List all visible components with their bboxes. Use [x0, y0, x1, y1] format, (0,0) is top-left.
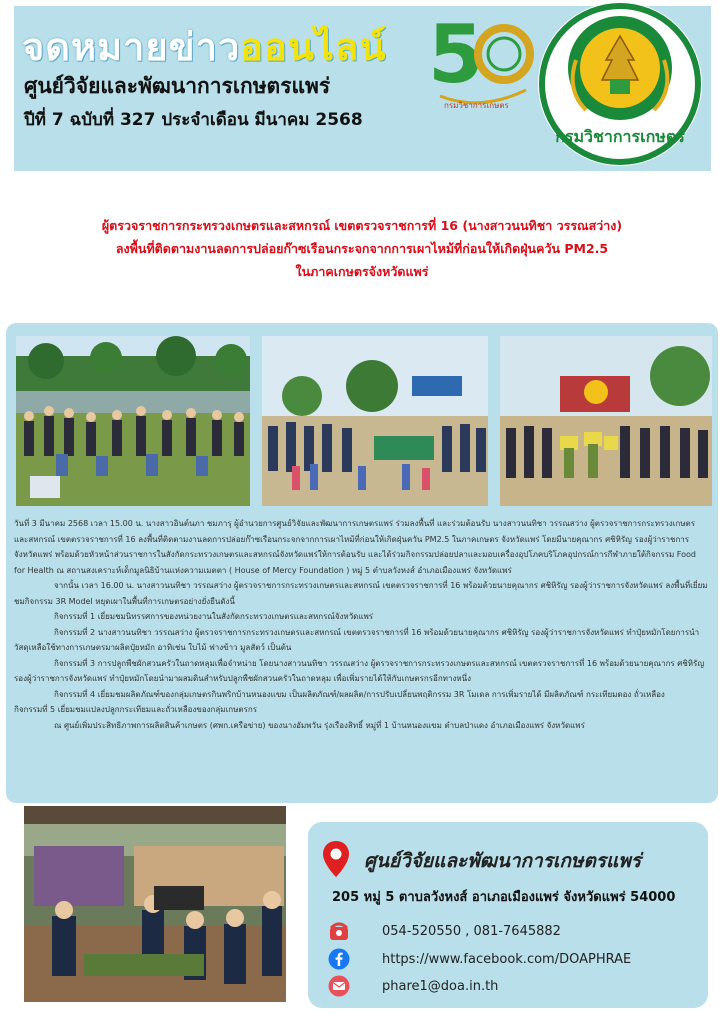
activity-4: กิจกรรมที่ 4 เยี่ยมชมผลิตภัณฑ์ของกลุ่มเกษตรกินพริกบ้านหนองแขม เป็นผลิตภัณฑ์/ผลผลิต/การปรับเปลี่ยนพฤติกรรม 3R โมเดล การเพิ่มรายได้ มีผลิตภัณฑ์ กระเทียมดอง ถั่วเหลือง — [54, 689, 665, 699]
emblem-caption: กรมวิชาการเกษตร — [555, 127, 685, 146]
contact-facebook-row — [328, 948, 631, 970]
contact-phone-row — [328, 920, 561, 942]
headline-line-2: ลงพื้นที่ติดตามงานลดการปล่อยก๊าซเรือนกระจกจากการเผาไหม้ที่ก่อนให้เกิดฝุ่นควัน PM2.5 — [115, 241, 609, 256]
photo-compost-activity — [24, 806, 286, 1002]
contact-card — [308, 822, 708, 1008]
photo-group-with-signs — [500, 336, 712, 506]
headline-line-1: ผู้ตรวจราชการกระทรวงเกษตรและสหกรณ์ เขตตรวจราชการที่ 16 (นางสาวนนทิชา วรรณสว่าง) — [101, 218, 623, 233]
venue: ณ ศูนย์เพิ่มประสิทธิภาพการผลิตสินค้าเกษตร (ศพก.เครือข่าย) ของนางอัมพวัน รุ่งเรืองสิทธิ์ หมู่ที่ 1 บ้านหนองแขม ตำบลป่าแดง อำเภอเมืองแพร่ จังหวัดแพร่ — [54, 720, 585, 730]
photo-group-by-pond — [16, 336, 250, 506]
contact-address: 205 หมู่ 5 ตาบลวังหงส์ อาเภอเมืองแพร่ จังหวัดแพร่ 54000 — [332, 890, 676, 905]
email-icon — [328, 975, 350, 997]
paragraph-2: จากนั้น เวลา 16.00 น. นางสาวนนทิชา วรรณสว่าง ผู้ตรวจราชการกระทรวงเกษตรและสหกรณ์ เขตตรวจราชการที่ 16 พร้อมด้วยนายคุณากร ศชิหิรัญ รองผู้ว่าราชการจังหวัดแพร่ ลงพื้นที่เยี่ยมชมกิจกรรม 3R Model หยุดเผาในพื้นที่การเกษตรอย่างยั่งยืนดังนี้ — [14, 581, 708, 606]
activity-5: กิจกรรมที่ 5 เยี่ยมชมแปลงปลูกกระเทียมและถั่วเหลืองของกลุ่มเกษตรกร — [14, 705, 258, 714]
headline-line-3: ในภาคเกษตรจังหวัดแพร่ — [295, 264, 429, 279]
title-part-online: ออนไลน์ — [240, 25, 387, 69]
logo50-caption: กรมวิชาการเกษตร — [444, 101, 509, 110]
anniversary-50-logo — [426, 4, 536, 114]
paragraph-1: วันที่ 3 มีนาคม 2568 เวลา 15.00 น. นางสาวอินต์นภา ชมภารุ ผู้อำนวยการศูนย์วิจัยและพัฒนาการเกษตรแพร่ ร่วมลงพื้นที่ และร่วมต้อนรับ นางสาวนนทิชา วรรณสว่าง ผู้ตรวจราชการกระทรวงเกษตรและสหกรณ์ เขตตรวจราชการที่ 16 ลงพื้นที่ติดตามงานลดการปล่อยก๊าซเรือนกระจกจากการเผาไหม้ที่ก่อนให้เกิดฝุ่นควัน PM2.5 ในภาคเกษตร จังหวัดแพร่ โดยมีนายคุณากร ศชิหิรัญ รองผู้ว่าราชการจังหวัดแพร่ พร้อมด้วยหัวหน้าส่วนราชการในสังกัดกระทรวงเกษตรและสหกรณ์จังหวัดแพร่ให้การต้อนรับ และได้ร่วมกิจกรรมปล่อยปลาและมอบเครื่องอุปโภคบริโภคอุปกรณ์การกีฬาภายใต้กิจกรรม Food for Health ณ สถานสงเคราะห์เด็กมูลนิธิบ้านแห่งความเมตตา ( House of Mercy Foundation ) หมู่ 5 ตำบลวังหงส์ อำเภอเมืองแพร่ จังหวัดแพร่ — [14, 519, 696, 575]
phone-icon — [328, 920, 350, 942]
newsletter-title — [22, 16, 386, 77]
contact-facebook-link[interactable]: https://www.facebook.com/DOAPHRAE — [382, 951, 632, 967]
contact-email-row — [328, 975, 498, 997]
facebook-icon — [328, 948, 350, 970]
activity-3: กิจกรรมที่ 3 การปลูกพืชผักสวนครัวในถาดหลุมเพื่อจำหน่าย โดยนางสาวนนทิชา วรรณสว่าง ผู้ตรวจราชการกระทรวงเกษตรและสหกรณ์ เขตตรวจราชการที่ 16 พร้อมด้วยนายคุณากร ศชิหิรัญ รองผู้ว่าราชการจังหวัดแพร่ ทำปุ๋ยหมักโดยนำมาผสมดินสำหรับปลูกพืชผักสวนครัวในถาดหลุม เพื่อเพิ่มรายได้ให้กับเกษตรกรอีกทางหนึ่ง — [14, 658, 705, 683]
map-pin-icon — [322, 840, 350, 878]
article-body — [14, 516, 708, 733]
activity-2: กิจกรรมที่ 2 นางสาวนนทิชา วรรณสว่าง ผู้ตรวจราชการกระทรวงเกษตรและสหกรณ์ เขตตรวจราชการที่ 16 พร้อมด้วยนายคุณากร ศชิหิรัญ รองผู้ว่าราชการจังหวัดแพร่ ทำปุ๋ยหมักโดยการนำวัสดุเหลือใช้ทางการเกษตรมาผลิตปุ๋ยหมัก อาทิเช่น ใบไม้ ฟางข้าว มูลสัตว์ เป็นต้น — [14, 627, 700, 652]
headline — [40, 214, 684, 283]
department-emblem — [536, 0, 704, 185]
contact-title: ศูนย์วิจัยและพัฒนาการเกษตรแพร่ — [364, 850, 641, 872]
activity-1: กิจกรรมที่ 1 เยี่ยมชมนิทรรศการของหน่วยงานในสังกัดกระทรวงเกษตรและสหกรณ์จังหวัดแพร่ — [54, 612, 374, 621]
org-name: ศูนย์วิจัยและพัฒนาการเกษตรแพร่ — [24, 74, 331, 98]
title-part-online-newsletter: จดหมายข่าว — [22, 25, 241, 69]
contact-email[interactable]: phare1@doa.in.th — [382, 978, 499, 994]
svg-text:5: 5 — [428, 8, 484, 101]
photo-group-with-banner — [262, 336, 488, 506]
issue-info: ปีที่ 7 ฉบับที่ 327 ประจำเดือน มีนาคม 2568 — [24, 110, 363, 130]
contact-phone[interactable]: 054-520550 , 081-7645882 — [382, 923, 561, 939]
